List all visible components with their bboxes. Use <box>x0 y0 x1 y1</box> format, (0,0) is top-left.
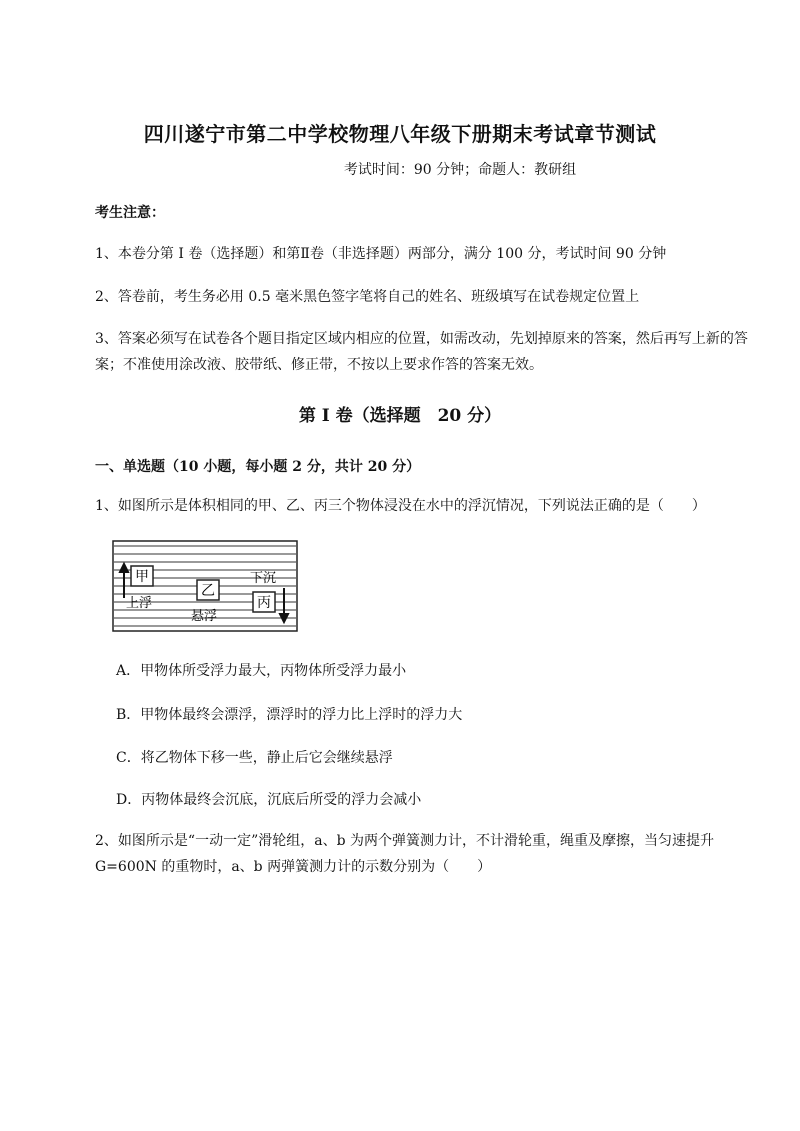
exam-title: 四川遂宁市第二中学校物理八年级下册期末考试章节测试 <box>143 122 657 146</box>
object-jia <box>131 566 153 586</box>
buoyancy-figure <box>112 540 298 632</box>
notice-item-1: 1、本卷分第 I 卷（选择题）和第Ⅱ卷（非选择题）两部分，满分 100 分，考试时间 90 分钟 <box>95 246 667 262</box>
notice-item-3: 3、答案必须写在试卷各个题目指定区域内相应的位置，如需改动，先划掉原来的答案，然后再写上新的答案；不准使用涂改液、胶带纸、修正带，不按以上要求作答的答案无效。 <box>95 331 748 373</box>
shangfu-label: 上浮 <box>126 596 153 611</box>
xiachen-label: 下沉 <box>250 571 277 586</box>
notice-heading: 考生注意： <box>95 205 165 221</box>
question-1-option-a: A．甲物体所受浮力最大，丙物体所受浮力最小 <box>116 663 407 679</box>
xuanfu-label: 悬浮 <box>191 609 218 624</box>
question-2-stem: 2、如图所示是“一动一定”滑轮组，a、b 为两个弹簧测力计，不计滑轮重，绳重及摩擦，当匀速提升 G=600N 的重物时，a、b 两弹簧测力计的示数分别为（ ） <box>95 833 714 875</box>
question-1-option-b: B．甲物体最终会漂浮，漂浮时的浮力比上浮时的浮力大 <box>116 707 463 723</box>
question-1-option-c: C．将乙物体下移一些，静止后它会继续悬浮 <box>116 750 393 766</box>
bing-label: 丙 <box>257 595 271 611</box>
question-1-stem: 1、如图所示是体积相同的甲、乙、丙三个物体浸没在水中的浮沉情况，下列说法正确的是（ ） <box>95 498 706 514</box>
yi-label: 乙 <box>201 583 215 599</box>
up-arrow-icon <box>120 564 128 598</box>
exam-subtitle: 考试时间：90 分钟；命题人：教研组 <box>343 162 577 178</box>
object-yi <box>197 580 219 600</box>
section-title: 第 I 卷（选择题 20 分） <box>298 406 502 426</box>
question-1-option-d: D．丙物体最终会沉底，沉底后所受的浮力会减小 <box>116 792 422 808</box>
down-arrow-icon <box>280 588 288 622</box>
notice-item-2: 2、答卷前，考生务必用 0.5 毫米黑色签字笔将自己的姓名、班级填写在试卷规定位置上 <box>95 289 640 305</box>
jia-label: 甲 <box>135 569 149 585</box>
object-bing <box>253 592 275 612</box>
section-subtitle: 一、单选题（10 小题，每小题 2 分，共计 20 分） <box>95 459 421 475</box>
